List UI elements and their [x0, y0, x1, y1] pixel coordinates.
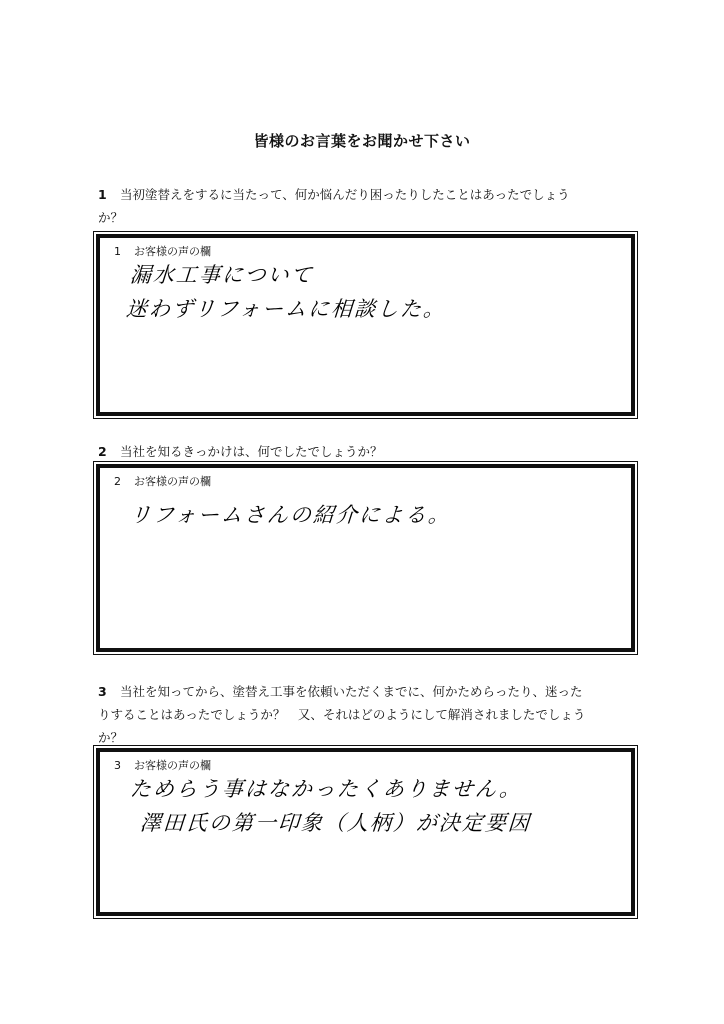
answer-box-3	[96, 748, 635, 916]
answer-box-2-label	[114, 473, 211, 489]
question-2-line1	[98, 440, 638, 463]
question-3-line2: りすることはあったでしょうか？ 又、それはどのようにして解消されましたでしょう	[98, 707, 586, 722]
question-1-number: 1	[98, 187, 107, 202]
question-1-text: 当初塗替えをするに当たって、何か悩んだり困ったりしたことはあったでしょう	[120, 187, 570, 202]
answer-3-line1: ためらう事はなかったくありません。	[129, 777, 524, 801]
page-title: 皆様のお言葉をお聞かせ下さい	[253, 132, 471, 150]
answer-2-line1: リフォームさんの紹介による。	[129, 503, 452, 527]
answer-box-3-caption: お客様の声の欄	[134, 759, 211, 772]
answer-box-1-caption: お客様の声の欄	[134, 245, 211, 258]
question-3-line1	[98, 680, 638, 703]
question-3-number: 3	[98, 684, 107, 699]
question-3-text: 当社を知ってから、塗替え工事を依頼いただくまでに、何かためらったり、迷った	[120, 684, 583, 699]
answer-1-line1: 漏水工事について	[129, 263, 315, 287]
answer-box-3-number: 3	[114, 759, 121, 772]
question-1-line2: か？	[98, 210, 124, 225]
question-3-line3: か？	[98, 730, 124, 745]
question-1-line1	[98, 183, 638, 206]
answer-3-line2: 澤田氏の第一印象（人柄）が決定要因	[139, 811, 532, 835]
answer-box-2-number: 2	[114, 475, 121, 488]
question-3	[98, 680, 638, 749]
answer-box-1	[96, 234, 635, 416]
answer-box-1-number: 1	[114, 245, 121, 258]
answer-box-1-label	[114, 243, 211, 259]
question-2-text: 当社を知るきっかけは、何でしたでしょうか？	[120, 444, 383, 459]
answer-box-2-caption: お客様の声の欄	[134, 475, 211, 488]
answer-box-2	[96, 464, 635, 652]
answer-1-line2: 迷わずリフォームに相談した。	[125, 297, 447, 321]
question-2	[98, 440, 638, 463]
question-2-number: 2	[98, 444, 107, 459]
answer-box-3-label	[114, 757, 211, 773]
question-1	[98, 183, 638, 229]
